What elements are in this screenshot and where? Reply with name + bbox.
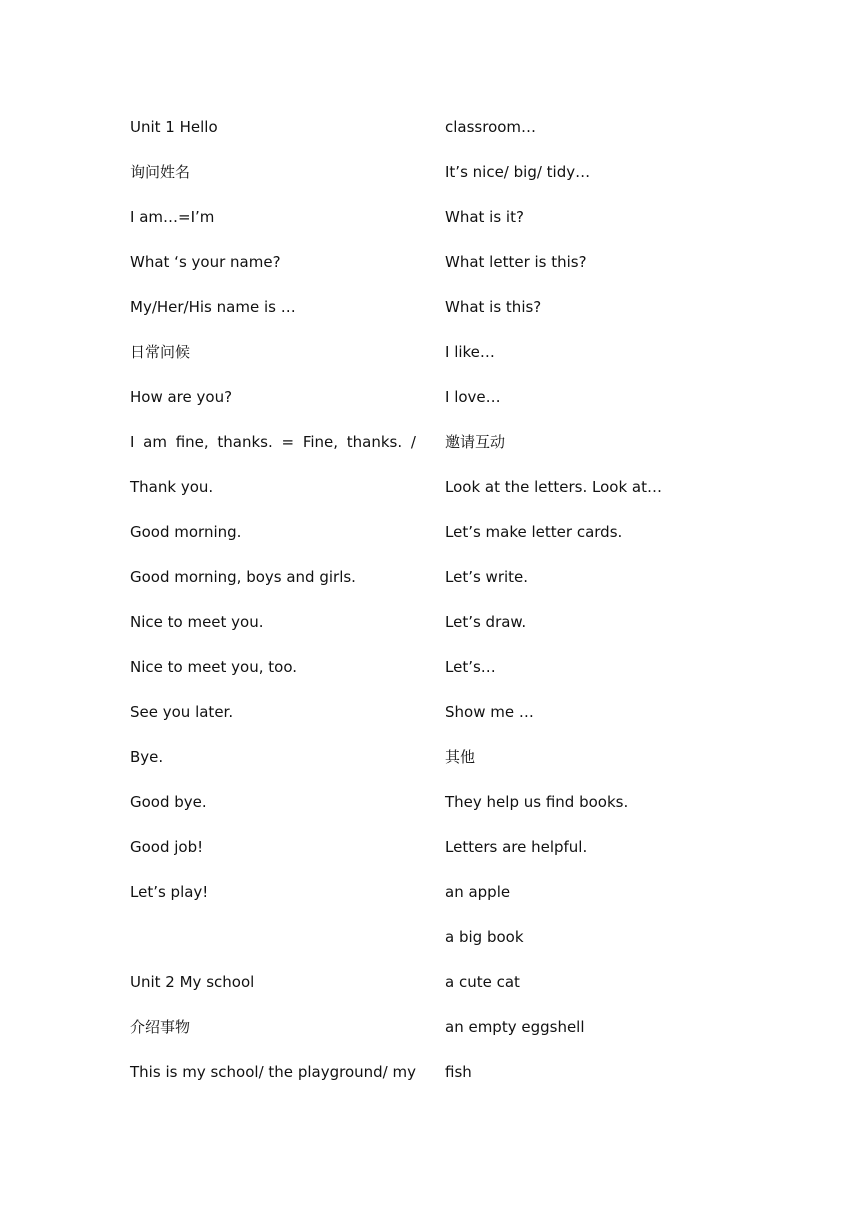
text-line: a big book: [445, 928, 524, 946]
text-line: It’s nice/ big/ tidy…: [445, 163, 591, 181]
word: thanks.: [217, 433, 273, 451]
text-line: Good job!: [130, 838, 204, 856]
justified-text-line: [130, 429, 416, 474]
word: playground/: [297, 1063, 388, 1081]
justified-text-line: [130, 1059, 416, 1104]
word: the: [268, 1063, 294, 1081]
text-line: What ‘s your name?: [130, 253, 281, 271]
section-invite-interaction: 邀请互动: [445, 433, 506, 451]
word: I: [130, 433, 135, 451]
text-line: Look at the letters. Look at…: [445, 478, 663, 496]
text-line: Bye.: [130, 748, 164, 766]
word: This: [130, 1063, 161, 1081]
text-line: Nice to meet you, too.: [130, 658, 298, 676]
text-line: fish: [445, 1063, 472, 1081]
section-ask-name: 询问姓名: [130, 163, 191, 181]
unit-2-heading: Unit 2 My school: [130, 973, 255, 991]
word: my: [182, 1063, 206, 1081]
text-line: classroom…: [445, 118, 537, 136]
text-line: Good morning, boys and girls.: [130, 568, 356, 586]
text-line: They help us find books.: [445, 793, 629, 811]
word: /: [410, 433, 416, 451]
section-daily-greetings: 日常问候: [130, 343, 191, 361]
text-line: How are you?: [130, 388, 233, 406]
unit-1-heading: Unit 1 Hello: [130, 118, 218, 136]
text-line: What is this?: [445, 298, 542, 316]
left-column: [130, 114, 416, 1104]
word: thanks.: [346, 433, 403, 451]
text-line: Nice to meet you.: [130, 613, 264, 631]
text-line: Thank you.: [130, 478, 214, 496]
text-line: Let’s draw.: [445, 613, 527, 631]
text-line: I am…=I’m: [130, 208, 215, 226]
text-line: I love…: [445, 388, 501, 406]
word: my: [392, 1063, 416, 1081]
section-introduce-things: 介绍事物: [130, 1018, 191, 1036]
text-line: See you later.: [130, 703, 234, 721]
text-line: Let’s write.: [445, 568, 529, 586]
text-line: a cute cat: [445, 973, 520, 991]
word: school/: [210, 1063, 264, 1081]
text-line: What letter is this?: [445, 253, 587, 271]
text-line: Show me …: [445, 703, 534, 721]
text-line: Let’s make letter cards.: [445, 523, 623, 541]
text-line: My/Her/His name is …: [130, 298, 296, 316]
word: Fine,: [302, 433, 339, 451]
text-line: What is it?: [445, 208, 524, 226]
blank-line: [130, 924, 416, 969]
text-line: an empty eggshell: [445, 1018, 585, 1036]
text-line: Let’s…: [445, 658, 496, 676]
text-line: Good morning.: [130, 523, 242, 541]
text-line: Letters are helpful.: [445, 838, 588, 856]
word: fine,: [175, 433, 209, 451]
word: =: [281, 433, 295, 451]
section-other: 其他: [445, 748, 476, 766]
text-line: Good bye.: [130, 793, 207, 811]
right-column: [445, 114, 745, 1104]
text-line: I like…: [445, 343, 495, 361]
text-line: Let’s play!: [130, 883, 209, 901]
word: is: [165, 1063, 178, 1081]
word: am: [143, 433, 167, 451]
text-line: an apple: [445, 883, 511, 901]
